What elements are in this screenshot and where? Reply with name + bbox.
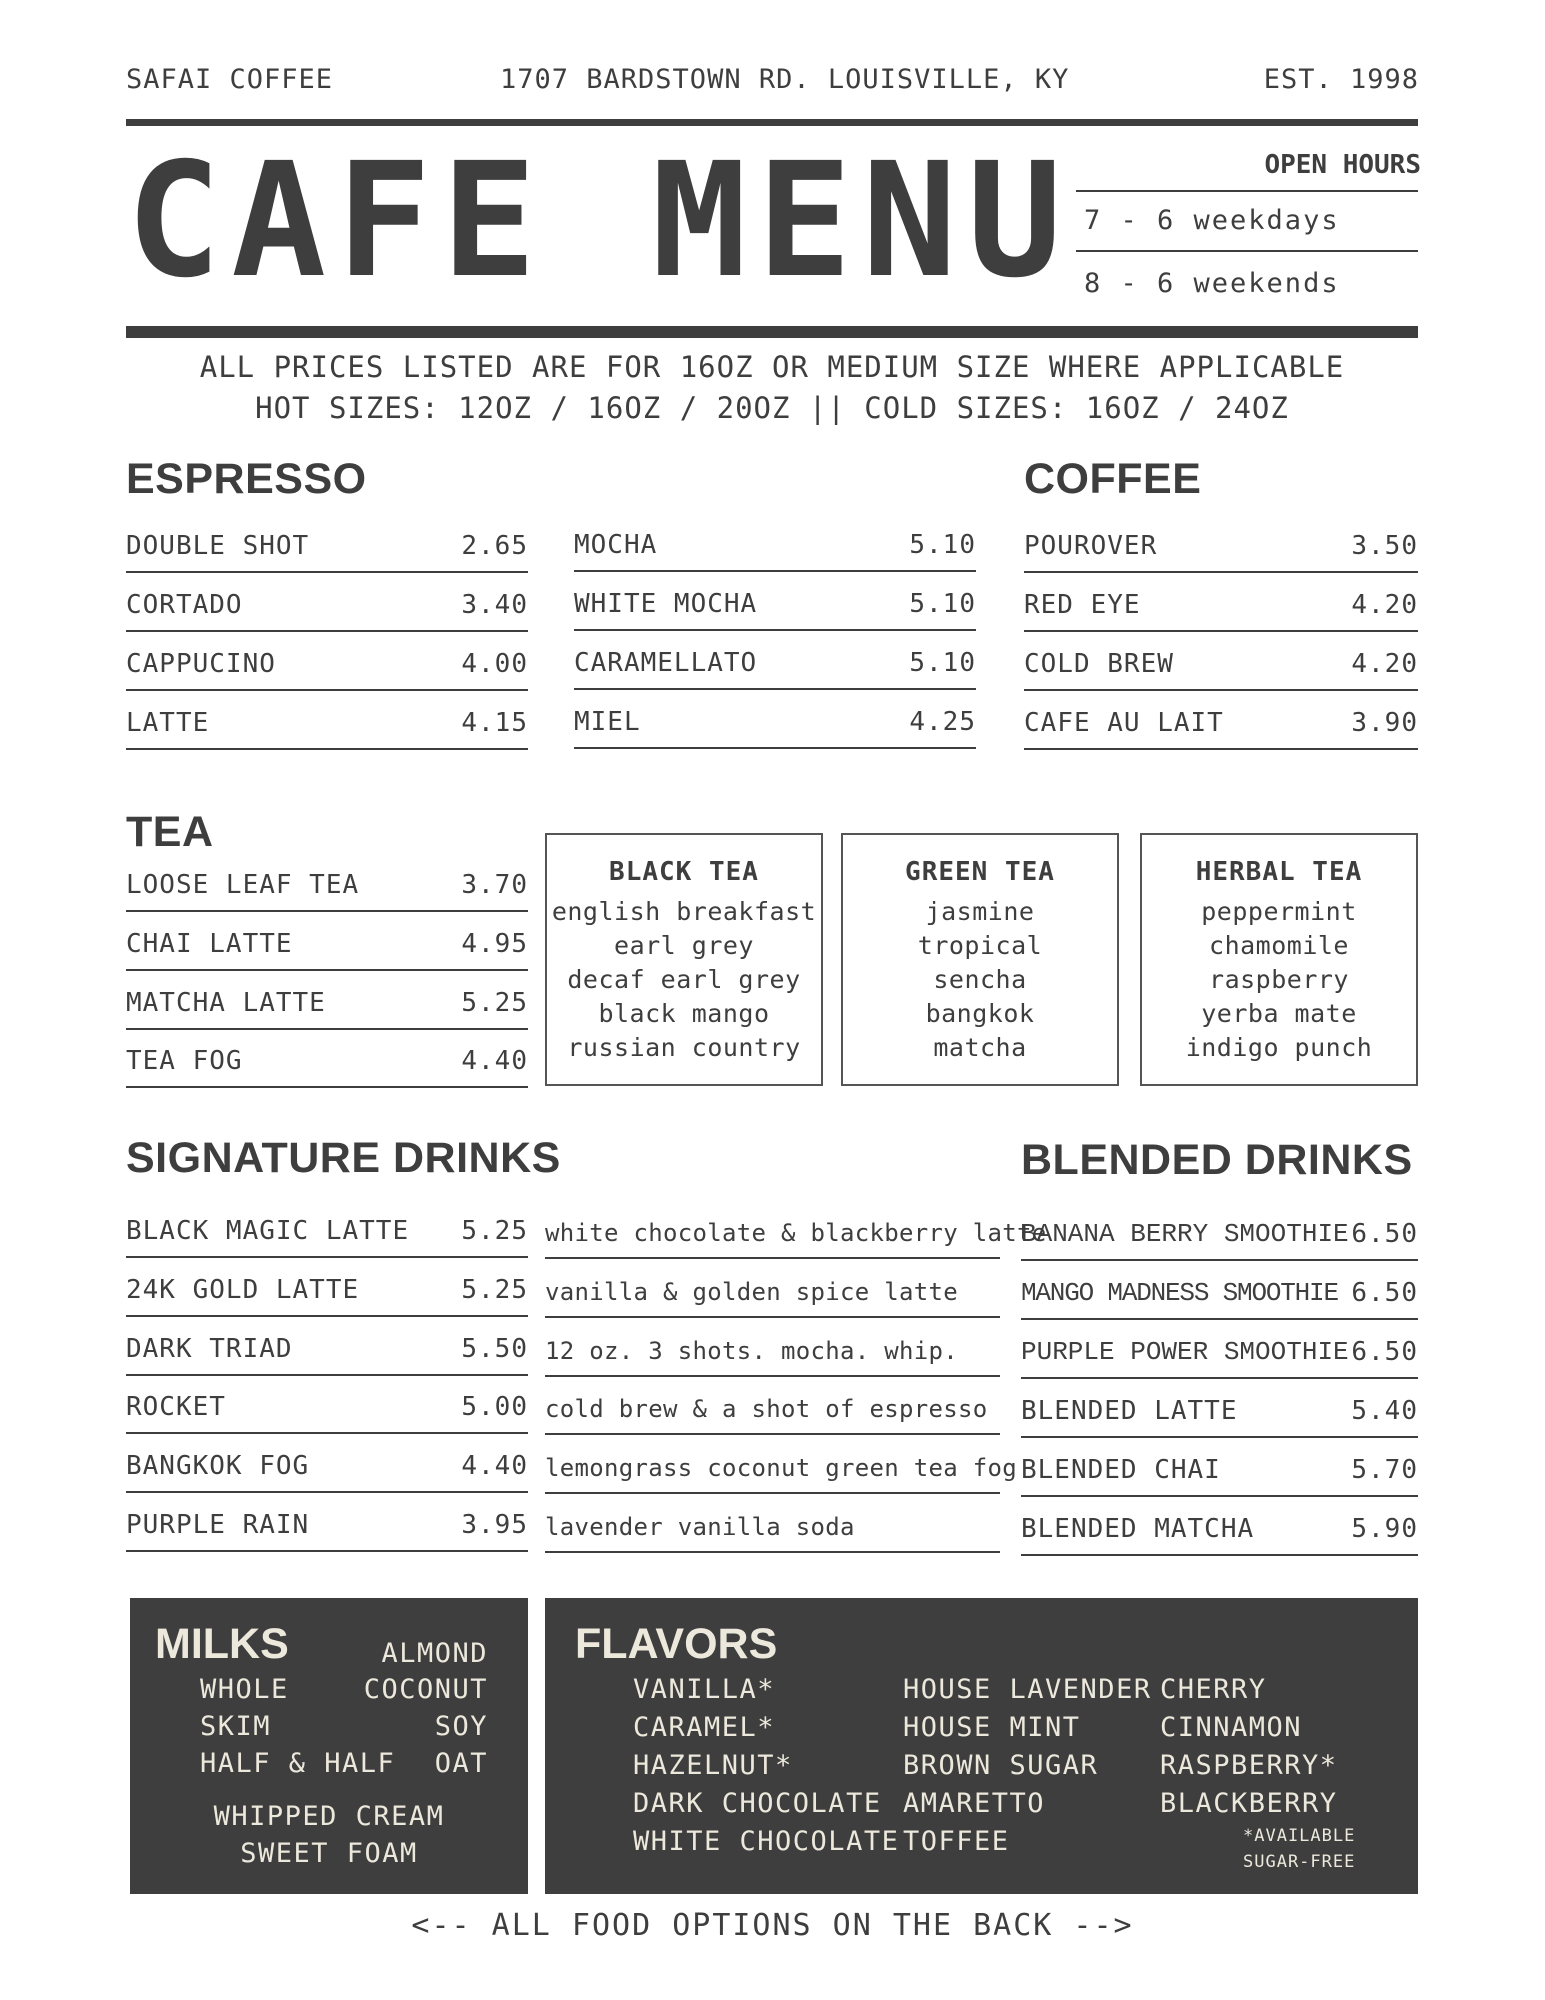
- flavor-option: BLACKBERRY: [1160, 1788, 1338, 1819]
- tea-variety: chamomile: [1209, 931, 1349, 960]
- flavors-title: FLAVORS: [575, 1620, 778, 1668]
- milk-option: OAT: [434, 1748, 488, 1779]
- item-price: 4.95: [461, 929, 528, 959]
- hours-weekends: 8 - 6 weekends: [1084, 268, 1340, 299]
- item-price: 3.95: [461, 1510, 528, 1540]
- item-name: COLD BREW: [1024, 649, 1174, 679]
- item-name: DOUBLE SHOT: [126, 531, 310, 561]
- tea-variety: tropical: [917, 931, 1043, 960]
- menu-row: [1024, 515, 1418, 573]
- size-notice: HOT SIZES: 12OZ / 16OZ / 20OZ || COLD SIZES: 16OZ / 24OZ: [255, 391, 1289, 425]
- item-price: 5.00: [461, 1392, 528, 1422]
- sugar-free-note: *AVAILABLE: [1243, 1826, 1356, 1846]
- flavor-option: VANILLA*: [633, 1674, 776, 1705]
- menu-row: [574, 573, 976, 631]
- tea-variety: yerba mate: [1201, 999, 1357, 1028]
- item-name: 24K GOLD LATTE: [126, 1275, 360, 1305]
- top-rule: [126, 119, 1418, 126]
- item-price: 3.90: [1351, 708, 1418, 738]
- menu-row: [126, 1030, 528, 1088]
- coffee-title: COFFEE: [1024, 455, 1202, 503]
- drink-description: 12 oz. 3 shots. mocha. whip.: [545, 1337, 958, 1365]
- page-title: CAFE MENU: [126, 129, 1073, 313]
- flavor-option: CINNAMON: [1160, 1712, 1303, 1743]
- item-price: 5.50: [461, 1334, 528, 1364]
- tea-title: TEA: [126, 808, 214, 856]
- item-price: 4.15: [461, 708, 528, 738]
- item-name: BLENDED LATTE: [1021, 1396, 1238, 1426]
- espresso-title: ESPRESSO: [126, 455, 367, 503]
- box-title: GREEN TEA: [905, 857, 1055, 887]
- item-price: 5.40: [1351, 1396, 1418, 1426]
- item-name: MOCHA: [574, 530, 658, 560]
- green-tea-box: [841, 833, 1119, 1086]
- item-price: 4.00: [461, 649, 528, 679]
- menu-row: [1021, 1498, 1418, 1556]
- footer-note: <-- ALL FOOD OPTIONS ON THE BACK -->: [411, 1908, 1134, 1943]
- flavor-option: CARAMEL*: [633, 1712, 776, 1743]
- item-price: 6.50: [1351, 1337, 1418, 1367]
- tea-variety: english breakfast: [551, 897, 817, 926]
- drink-description-row: [545, 1436, 1017, 1494]
- milk-option: HALF & HALF: [200, 1748, 396, 1779]
- menu-row: [126, 574, 528, 632]
- tea-variety: sencha: [933, 965, 1027, 994]
- flavor-option: TOFFEE: [903, 1826, 1010, 1857]
- menu-row: [126, 972, 528, 1030]
- milks-panel: [130, 1598, 528, 1894]
- item-price: 4.25: [909, 707, 976, 737]
- drink-description-row: [545, 1377, 1000, 1435]
- menu-row: [574, 691, 976, 749]
- item-price: 5.25: [461, 988, 528, 1018]
- item-name: MANGO MADNESS SMOOTHIE: [1021, 1278, 1338, 1308]
- flavor-option: HOUSE MINT: [903, 1712, 1081, 1743]
- item-name: PURPLE POWER SMOOTHIE: [1021, 1337, 1349, 1367]
- menu-row: [126, 515, 528, 573]
- milk-option: SKIM: [200, 1711, 272, 1742]
- item-price: 3.70: [461, 870, 528, 900]
- item-name: BANANA BERRY SMOOTHIE: [1021, 1219, 1349, 1249]
- flavor-option: BROWN SUGAR: [903, 1750, 1099, 1781]
- item-price: 3.50: [1351, 531, 1418, 561]
- drink-description: lavender vanilla soda: [545, 1513, 855, 1541]
- flavor-option: HAZELNUT*: [633, 1750, 793, 1781]
- item-name: MATCHA LATTE: [126, 988, 326, 1018]
- item-price: 5.10: [909, 589, 976, 619]
- tea-variety: peppermint: [1201, 897, 1357, 926]
- box-title: HERBAL TEA: [1195, 857, 1363, 887]
- tea-variety: jasmine: [925, 897, 1035, 926]
- item-price: 5.90: [1351, 1514, 1418, 1544]
- flavor-option: HOUSE LAVENDER: [903, 1674, 1152, 1705]
- size-notice: ALL PRICES LISTED ARE FOR 16OZ OR MEDIUM SIZE WHERE APPLICABLE: [199, 350, 1345, 384]
- menu-row: [1021, 1439, 1418, 1497]
- shop-address: 1707 BARDSTOWN RD. LOUISVILLE, KY: [500, 64, 1070, 95]
- hours-divider: [1076, 250, 1418, 252]
- item-name: CARAMELLATO: [574, 648, 758, 678]
- drink-description: lemongrass coconut green tea fog: [545, 1454, 1017, 1482]
- tea-variety: black mango: [598, 999, 770, 1028]
- menu-row: [1021, 1262, 1418, 1320]
- flavor-option: RASPBERRY*: [1160, 1750, 1338, 1781]
- item-name: ROCKET: [126, 1392, 226, 1422]
- item-price: 6.50: [1351, 1219, 1418, 1249]
- established-year: EST. 1998: [1263, 64, 1419, 95]
- drink-description: white chocolate & blackberry latte: [545, 1219, 1047, 1247]
- menu-row: [126, 633, 528, 691]
- item-name: MIEL: [574, 707, 641, 737]
- drink-description: cold brew & a shot of espresso: [545, 1395, 988, 1423]
- item-price: 5.70: [1351, 1455, 1418, 1485]
- tea-variety: raspberry: [1209, 965, 1349, 994]
- hours-divider: [1076, 190, 1418, 192]
- menu-row: [126, 913, 528, 971]
- milk-option: ALMOND: [381, 1638, 488, 1669]
- drink-description-row: [545, 1495, 1000, 1553]
- herbal-tea-box: [1140, 833, 1418, 1086]
- flavor-option: DARK CHOCOLATE: [633, 1788, 882, 1819]
- item-name: WHITE MOCHA: [574, 589, 758, 619]
- item-price: 5.25: [461, 1275, 528, 1305]
- hours-weekdays: 7 - 6 weekdays: [1084, 205, 1340, 236]
- menu-row: [126, 1318, 528, 1376]
- item-name: BLENDED CHAI: [1021, 1455, 1221, 1485]
- tea-variety: russian country: [567, 1033, 801, 1062]
- drink-description-row: [545, 1201, 1047, 1259]
- item-price: 2.65: [461, 531, 528, 561]
- tea-variety: bangkok: [925, 999, 1035, 1028]
- black-tea-box: [545, 833, 823, 1086]
- item-name: RED EYE: [1024, 590, 1141, 620]
- drink-description: vanilla & golden spice latte: [545, 1278, 958, 1306]
- sugar-free-note: SUGAR-FREE: [1243, 1852, 1356, 1872]
- item-price: 5.25: [461, 1216, 528, 1246]
- flavors-panel: [545, 1598, 1418, 1894]
- milk-option: COCONUT: [363, 1674, 488, 1705]
- flavor-option: CHERRY: [1160, 1674, 1267, 1705]
- blended-title: BLENDED DRINKS: [1021, 1136, 1413, 1184]
- item-name: BLACK MAGIC LATTE: [126, 1216, 410, 1246]
- item-name: BANGKOK FOG: [126, 1451, 310, 1481]
- item-price: 4.20: [1351, 590, 1418, 620]
- menu-row: [126, 1435, 528, 1493]
- hours-title: OPEN HOURS: [1264, 150, 1421, 180]
- item-price: 5.10: [909, 648, 976, 678]
- item-name: CHAI LATTE: [126, 929, 293, 959]
- menu-row: [574, 514, 976, 572]
- item-price: 6.50: [1351, 1278, 1418, 1308]
- menu-row: [1024, 633, 1418, 691]
- menu-row: [1024, 574, 1418, 632]
- milks-title: MILKS: [155, 1620, 289, 1668]
- item-name: BLENDED MATCHA: [1021, 1514, 1255, 1544]
- menu-row: [1021, 1380, 1418, 1438]
- item-price: 3.40: [461, 590, 528, 620]
- item-name: DARK TRIAD: [126, 1334, 293, 1364]
- flavor-option: AMARETTO: [903, 1788, 1046, 1819]
- menu-row: [126, 1259, 528, 1317]
- extra-option: WHIPPED CREAM: [213, 1801, 445, 1832]
- tea-variety: indigo punch: [1185, 1033, 1373, 1062]
- extra-option: SWEET FOAM: [240, 1838, 418, 1869]
- menu-row: [126, 854, 528, 912]
- item-name: PURPLE RAIN: [126, 1510, 310, 1540]
- menu-row: [126, 1200, 528, 1258]
- item-price: 5.10: [909, 530, 976, 560]
- menu-row: [126, 1376, 528, 1434]
- item-name: CAPPUCINO: [126, 649, 276, 679]
- menu-row: [574, 632, 976, 690]
- menu-row: [1024, 692, 1418, 750]
- tea-variety: decaf earl grey: [567, 965, 801, 994]
- item-price: 4.40: [461, 1046, 528, 1076]
- item-name: LOOSE LEAF TEA: [126, 870, 360, 900]
- milk-option: WHOLE: [200, 1674, 289, 1705]
- menu-row: [126, 692, 528, 750]
- item-name: CAFE AU LAIT: [1024, 708, 1224, 738]
- item-price: 4.20: [1351, 649, 1418, 679]
- title-rule: [126, 326, 1418, 338]
- milk-option: SOY: [434, 1711, 488, 1742]
- menu-row: [1021, 1321, 1418, 1379]
- box-title: BLACK TEA: [609, 857, 759, 887]
- item-price: 4.40: [461, 1451, 528, 1481]
- shop-name: SAFAI COFFEE: [126, 64, 334, 95]
- tea-variety: matcha: [933, 1033, 1027, 1062]
- drink-description-row: [545, 1319, 1000, 1377]
- item-name: TEA FOG: [126, 1046, 243, 1076]
- drink-description-row: [545, 1260, 1000, 1318]
- menu-row: [1021, 1203, 1418, 1261]
- item-name: LATTE: [126, 708, 210, 738]
- item-name: POUROVER: [1024, 531, 1158, 561]
- signature-title: SIGNATURE DRINKS: [126, 1134, 561, 1182]
- tea-variety: earl grey: [614, 931, 754, 960]
- flavor-option: WHITE CHOCOLATE: [633, 1826, 900, 1857]
- menu-row: [126, 1494, 528, 1552]
- item-name: CORTADO: [126, 590, 243, 620]
